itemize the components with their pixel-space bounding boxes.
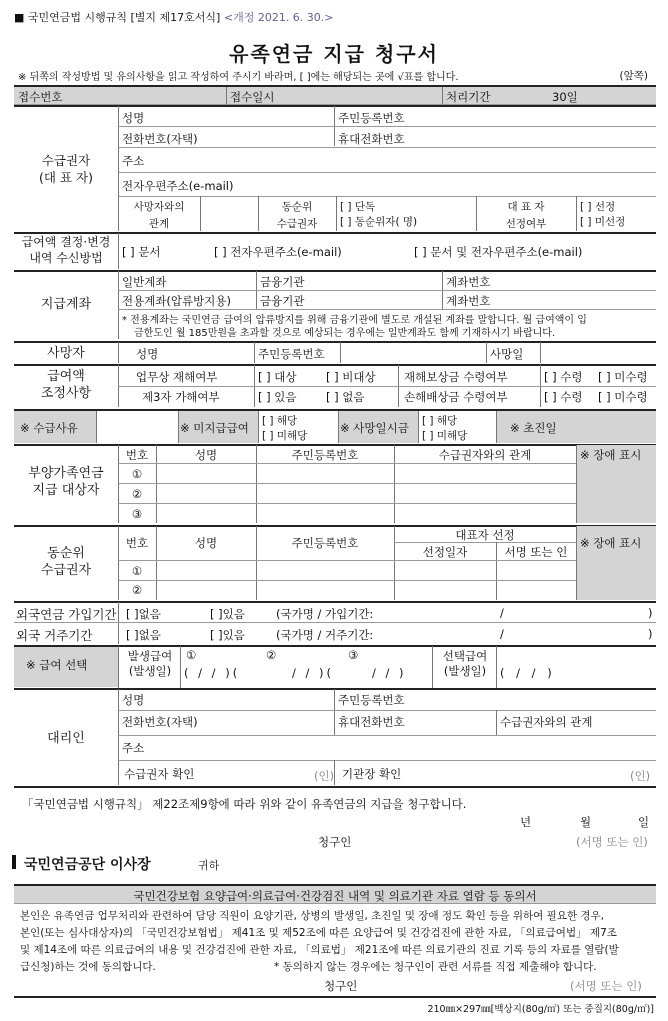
dep-no-header: 번호 bbox=[125, 448, 149, 462]
same-name-header: 성명 bbox=[194, 536, 218, 550]
deceased-rrn-label: 주민등록번호 bbox=[258, 347, 325, 361]
agent-rrn-label: 주민등록번호 bbox=[338, 693, 405, 707]
agent-phone-label: 전화번호(자택) bbox=[122, 715, 198, 729]
unpaid-no-checkbox[interactable]: [ ] 미해당 bbox=[262, 430, 308, 442]
same-sign-header: 서명 또는 인 bbox=[504, 545, 568, 559]
consent-note: * 동의하지 않는 경우에는 청구인이 관련 서류를 직접 제출해야 합니다. bbox=[274, 961, 597, 973]
consent-line-2: 본인(또는 심사대상자)의 「국민건강보험법」 제41조 및 제52조에 따른 요양급여 및 건강검진에 관한 자료, 「의료급여법」 제7조 bbox=[20, 927, 617, 939]
confirm-seal: (인) bbox=[314, 769, 335, 783]
pension-detail-label: (국가명 / 가입기간: bbox=[276, 607, 374, 621]
pension-close: ) bbox=[648, 606, 653, 620]
same-rep-header: 대표자 선정 bbox=[455, 528, 515, 542]
claimant-address-label: 주소 bbox=[122, 154, 145, 168]
residence-yes-checkbox[interactable]: [ ]있음 bbox=[210, 628, 245, 642]
selected-benefit-label: 선택급여 (발생일) bbox=[442, 649, 488, 678]
same-no-header: 번호 bbox=[125, 536, 149, 550]
same-rank-section-label: 동순위 수급권자 bbox=[40, 546, 92, 578]
acct2-label: 계좌번호 bbox=[446, 294, 491, 308]
officer-seal: (인) bbox=[630, 769, 651, 783]
instruction-note: ※ 뒤쪽의 작성방법 및 유의사항을 읽고 작성하여 주시기 바라며, [ ]에는 해당되는 곳에 √표를 합니다. bbox=[18, 72, 459, 83]
comp-no-checkbox[interactable]: [ ] 미수령 bbox=[598, 370, 648, 384]
office-use-row bbox=[14, 409, 656, 443]
residence-slash: / bbox=[500, 627, 504, 641]
account-section-label: 지급계좌 bbox=[40, 297, 92, 312]
third-party-label: 제3자 가해여부 bbox=[142, 390, 220, 404]
co-single-checkbox[interactable]: [ ] 단독 bbox=[340, 201, 376, 213]
date-day: 일 bbox=[638, 815, 650, 829]
claimant-section-label: 수급권자 (대 표 자) bbox=[39, 153, 93, 185]
deceased-name-label: 성명 bbox=[136, 347, 159, 361]
receipt-row bbox=[14, 85, 656, 105]
occ-date-3[interactable]: / / ) bbox=[372, 666, 407, 680]
damage-no-checkbox[interactable]: [ ] 미수령 bbox=[598, 390, 648, 404]
same-rrn-header: 주민등록번호 bbox=[291, 536, 359, 550]
date-month: 월 bbox=[580, 815, 592, 829]
claimant-sign-label: 청구인 bbox=[318, 835, 352, 849]
bank1-label: 금융기관 bbox=[260, 275, 305, 289]
dep-rrn-header: 주민등록번호 bbox=[291, 448, 359, 462]
comp-label: 재해보상금 수령여부 bbox=[404, 370, 508, 384]
acct1-label: 계좌번호 bbox=[446, 275, 491, 289]
period-value: 30일 bbox=[552, 90, 578, 104]
account-note-1: * 전용계좌는 국민연금 급여의 압류방지를 위해 금융기관에 별도로 개설된 계좌를 말합니다. 월 급여액이 입 bbox=[122, 315, 587, 326]
dependents-section-label: 부양가족연금 지급 대상자 bbox=[28, 466, 104, 498]
lump-yes-checkbox[interactable]: [ ] 해당 bbox=[422, 415, 458, 427]
claimant-sign[interactable]: (서명 또는 인) bbox=[576, 835, 648, 849]
benefit-choice-label: ※ 급여 선택 bbox=[26, 658, 88, 672]
general-account-label: 일반계좌 bbox=[122, 275, 167, 289]
receipt-date-label: 접수일시 bbox=[230, 90, 275, 104]
protected-account-label: 전용계좌(압류방지용) bbox=[122, 294, 231, 308]
officer-confirm-label: 기관장 확인 bbox=[342, 767, 402, 781]
comp-yes-checkbox[interactable]: [ ] 수령 bbox=[544, 370, 583, 384]
same-rep-date-header: 선정일자 bbox=[422, 545, 468, 559]
occ-date-1[interactable]: ( / / )( bbox=[184, 666, 241, 680]
damage-yes-checkbox[interactable]: [ ] 수령 bbox=[544, 390, 583, 404]
account-note-2: 금한도인 월 185만원을 초과할 것으로 예상되는 경우에는 일반계좌도 함께 기재하시기 바랍니다. bbox=[134, 328, 556, 339]
residence-detail-label: (국가명 / 거주기간: bbox=[276, 628, 374, 642]
claimant-rrn-label: 주민등록번호 bbox=[338, 111, 405, 125]
occ-date-2[interactable]: / / )( bbox=[292, 666, 335, 680]
unpaid-yes-checkbox[interactable]: [ ] 해당 bbox=[262, 415, 298, 427]
work-no-checkbox[interactable]: [ ] 비대상 bbox=[326, 370, 376, 384]
agent-name-label: 성명 bbox=[122, 693, 145, 707]
notice-method-label: 급여액 결정·변경 내역 수신방법 bbox=[21, 235, 111, 265]
occ-num-2: ② bbox=[266, 648, 277, 662]
bank2-label: 금융기관 bbox=[260, 294, 305, 308]
work-injury-label: 업무상 재해여부 bbox=[136, 370, 218, 384]
dep-rel-header: 수급권자와의 관계 bbox=[438, 448, 532, 462]
dep-row-3: ③ bbox=[131, 507, 143, 521]
selected-date[interactable]: ( / / ) bbox=[500, 666, 556, 680]
third-no-checkbox[interactable]: [ ] 없음 bbox=[326, 390, 365, 404]
foreign-pension-label: 외국연금 가입기간 bbox=[16, 607, 117, 622]
recipient-suffix: 귀하 bbox=[198, 859, 220, 872]
death-date-label: 사망일 bbox=[490, 347, 524, 361]
rep-no-checkbox[interactable]: [ ] 미선정 bbox=[580, 216, 626, 228]
notice-doc-checkbox[interactable]: [ ] 문서 bbox=[122, 245, 161, 259]
agent-section-label: 대리인 bbox=[47, 731, 85, 746]
agent-rel-label: 수급권자와의 관계 bbox=[500, 715, 593, 729]
rep-select-label: 대 표 자 선정여부 bbox=[505, 201, 547, 230]
claimant-name-label: 성명 bbox=[122, 111, 145, 125]
lump-sum-label: ※ 사망일시금 bbox=[340, 421, 409, 435]
consent-line-1: 본인은 유족연금 업무처리와 관련하여 담당 직원이 요양기관, 상병의 발생일, 초진일 및 장애 정도 확인 등을 위하여 필요한 경우, bbox=[20, 910, 605, 922]
reason-label: ※ 수급사유 bbox=[20, 421, 78, 435]
foreign-residence-label: 외국 거주기간 bbox=[16, 628, 93, 643]
consent-sign-label: 청구인 bbox=[324, 979, 358, 993]
co-rank-label: 동순위 수급권자 bbox=[276, 201, 318, 230]
work-yes-checkbox[interactable]: [ ] 대상 bbox=[258, 370, 297, 384]
agent-address-label: 주소 bbox=[122, 741, 145, 755]
agent-mobile-label: 휴대전화번호 bbox=[338, 715, 405, 729]
same-row-2: ② bbox=[131, 583, 143, 597]
recipient-bar bbox=[12, 855, 16, 869]
notice-email-checkbox[interactable]: [ ] 전자우편주소(e-mail) bbox=[214, 245, 342, 259]
rep-yes-checkbox[interactable]: [ ] 선정 bbox=[580, 201, 616, 213]
consent-sign[interactable]: (서명 또는 인) bbox=[570, 979, 642, 993]
dep-row-1: ① bbox=[131, 467, 143, 481]
receipt-no-label: 접수번호 bbox=[18, 90, 63, 104]
form-header: ■ 국민연금법 시행규칙 [별지 제17호서식] <개정 2021. 6. 30.> bbox=[14, 11, 334, 24]
damage-label: 손해배상금 수령여부 bbox=[404, 390, 508, 404]
recipient-name: 국민연금공단 이사장 bbox=[24, 857, 151, 873]
declaration-text: 「국민연금법 시행규칙」 제22조제9항에 따라 위와 같이 유족연금의 지급을 청구합니다. bbox=[22, 797, 467, 811]
pension-slash: / bbox=[500, 606, 504, 620]
dep-disability-header: ※ 장애 표시 bbox=[580, 448, 642, 462]
third-yes-checkbox[interactable]: [ ] 있음 bbox=[258, 390, 297, 404]
residence-none-checkbox[interactable]: [ ]없음 bbox=[126, 628, 161, 642]
dep-name-header: 성명 bbox=[194, 448, 218, 462]
adjust-section-label: 급여액 조정사항 bbox=[40, 369, 92, 401]
residence-close: ) bbox=[648, 627, 653, 641]
form-title: 유족연금 지급 청구서 bbox=[229, 42, 439, 66]
period-label: 처리기간 bbox=[446, 90, 491, 104]
claimant-email-label: 전자우편주소(e-mail) bbox=[122, 179, 234, 193]
same-disability-header: ※ 장애 표시 bbox=[580, 536, 642, 550]
unpaid-label: ※ 미지급급여 bbox=[180, 421, 249, 435]
paper-spec: 210㎜×297㎜[백상지(80g/㎡) 또는 중질지(80g/㎡)] bbox=[427, 1004, 654, 1015]
claimant-confirm-label: 수급권자 확인 bbox=[124, 767, 195, 781]
claimant-phone-label: 전화번호(자택) bbox=[122, 132, 198, 146]
occ-num-3: ③ bbox=[348, 648, 359, 662]
pension-yes-checkbox[interactable]: [ ]있음 bbox=[210, 607, 245, 621]
consent-title-bar bbox=[14, 884, 656, 904]
lump-no-checkbox[interactable]: [ ] 미해당 bbox=[422, 430, 468, 442]
page-side: (앞쪽) bbox=[619, 70, 648, 82]
consent-title: 국민건강보험 요양급여·의료급여·건강검진 내역 및 의료기관 자료 열람 등 동의서 bbox=[133, 889, 537, 903]
pension-none-checkbox[interactable]: [ ]없음 bbox=[126, 607, 161, 621]
date-year: 년 bbox=[520, 815, 532, 829]
notice-both-checkbox[interactable]: [ ] 문서 및 전자우편주소(e-mail) bbox=[414, 245, 583, 259]
claimant-mobile-label: 휴대전화번호 bbox=[338, 132, 405, 146]
consent-line-4: 급신청)하는 것에 동의합니다. bbox=[20, 961, 156, 973]
consent-line-3: 및 제14조에 따른 의료급여의 내용 및 건강검진에 관한 자료, 「의료법」 제21조에 따른 의료기관의 진료 기록 등의 자료를 열람(발 bbox=[20, 944, 619, 956]
dep-row-2: ② bbox=[131, 487, 143, 501]
occurrence-label: 발생급여 (발생일) bbox=[127, 649, 173, 678]
same-row-1: ① bbox=[131, 564, 143, 578]
relation-label: 사망자와의 관계 bbox=[133, 201, 185, 230]
first-dx-label: ※ 초진일 bbox=[510, 421, 557, 435]
occ-num-1: ① bbox=[186, 648, 197, 662]
deceased-section-label: 사망자 bbox=[47, 346, 85, 361]
co-multi-checkbox[interactable]: [ ] 동순위자( 명) bbox=[340, 216, 418, 228]
